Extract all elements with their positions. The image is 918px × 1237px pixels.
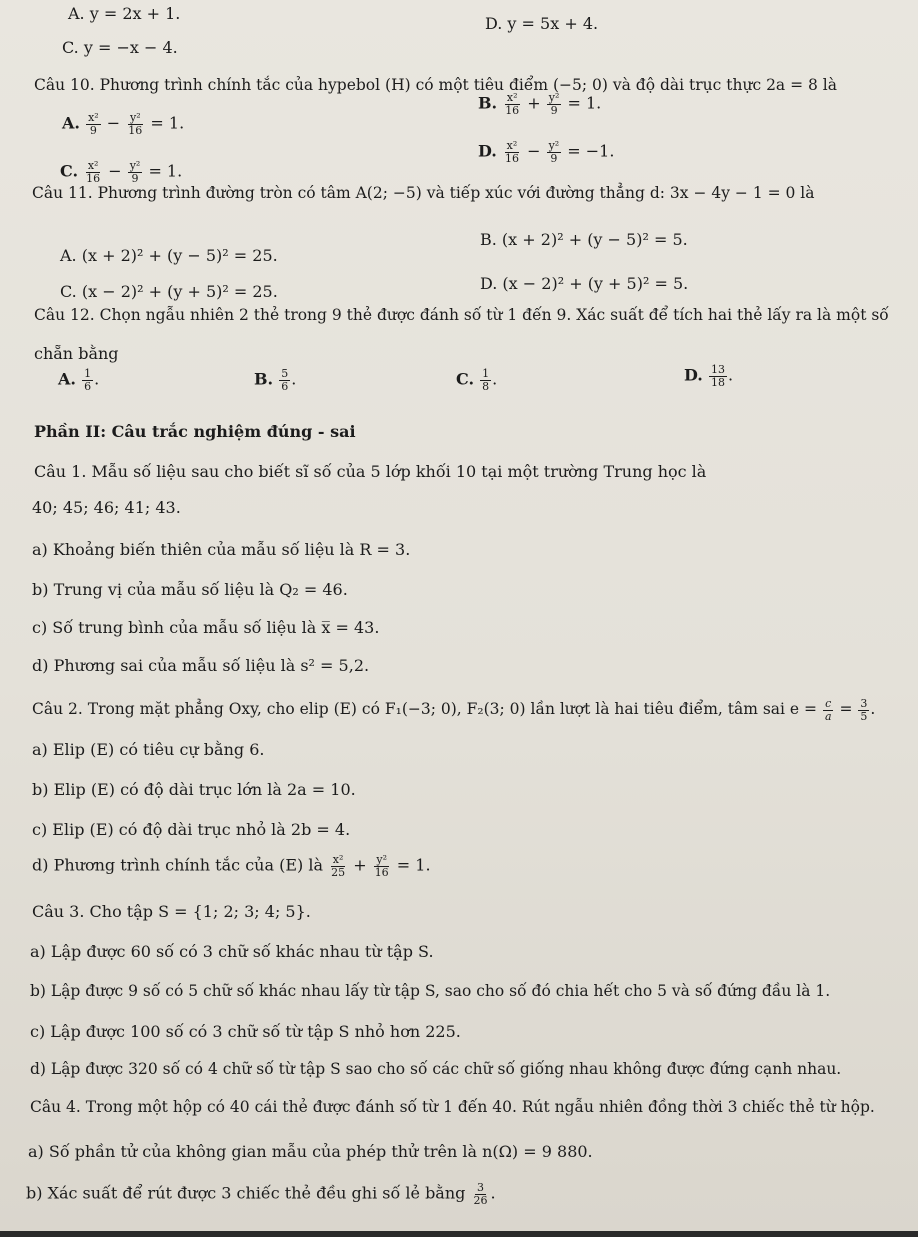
q12-option-c: C. $\frac{1}{8}$ . bbox=[456, 367, 498, 393]
p2-q3-a: a) Lập được 60 số có 3 chữ số khác nhau từ tập S. bbox=[30, 942, 434, 961]
p2-q3-c: c) Lập được 100 số có 3 chữ số từ tập S nhỏ hơn 225. bbox=[30, 1022, 461, 1041]
q10-option-c: C. $\frac{\text{x²}}{16}$ − $\frac{\text{y²}}{9}$ = 1. bbox=[60, 159, 183, 185]
p2-q2-a: a) Elip (E) có tiêu cự bằng 6. bbox=[32, 740, 265, 759]
p2-q1-a: a) Khoảng biến thiên của mẫu số liệu là R = 3. bbox=[32, 540, 411, 559]
p2-q4-stem: Câu 4. Trong một hộp có 40 cái thẻ được đánh số từ 1 đến 40. Rút ngẫu nhiên đồng thời 3 chiếc thẻ từ hộp. bbox=[30, 1098, 875, 1116]
bottom-edge-shadow bbox=[0, 1231, 918, 1237]
q10-option-a: A. $\frac{\text{x²}}{9}$ − $\frac{\text{y²}}{16}$ = 1. bbox=[62, 111, 185, 137]
q12-option-b: B. $\frac{5}{6}$ . bbox=[254, 367, 297, 393]
p2-q2-stem: Câu 2. Trong mặt phẳng Oxy, cho elip (E) có F₁(−3; 0), F₂(3; 0) lần lượt là hai tiêu điểm, tâm sai e = $\frac{c}{a}$ = $\frac{3}{5}$ . bbox=[32, 697, 876, 723]
q12-stem-line1: Câu 12. Chọn ngẫu nhiên 2 thẻ trong 9 thẻ được đánh số từ 1 đến 9. Xác suất để tích hai thẻ lấy ra là một số bbox=[34, 306, 889, 324]
q10-option-b: B. $\frac{\text{x²}}{16}$ + $\frac{\text{y²}}{9}$ = 1. bbox=[478, 91, 602, 117]
p2-q3-b: b) Lập được 9 số có 5 chữ số khác nhau lấy từ tập S, sao cho số đó chia hết cho 5 và số đứng đầu là 1. bbox=[30, 982, 831, 1000]
p2-q2-c: c) Elip (E) có độ dài trục nhỏ là 2b = 4. bbox=[32, 820, 351, 839]
q10-option-d: D. $\frac{\text{x²}}{16}$ − $\frac{\text{y²}}{9}$ = −1. bbox=[478, 139, 615, 165]
q11-option-b: B. (x + 2)² + (y − 5)² = 5. bbox=[480, 230, 688, 249]
p2-q4-a: a) Số phần tử của không gian mẫu của phép thử trên là n(Ω) = 9 880. bbox=[28, 1142, 593, 1161]
q12-stem-line2: chẵn bằng bbox=[34, 344, 119, 363]
q11-stem: Câu 11. Phương trình đường tròn có tâm A(2; −5) và tiếp xúc với đường thẳng d: 3x − 4y − 1 = 0 là bbox=[32, 184, 815, 202]
q9-option-a: A. y = 2x + 1. bbox=[68, 4, 181, 23]
p2-q1-d: d) Phương sai của mẫu số liệu là s² = 5,2. bbox=[32, 656, 370, 675]
part2-heading: Phần II: Câu trắc nghiệm đúng - sai bbox=[34, 422, 356, 441]
p2-q3-stem: Câu 3. Cho tập S = {1; 2; 3; 4; 5}. bbox=[32, 902, 311, 921]
p2-q4-b: b) Xác suất để rút được 3 chiếc thẻ đều ghi số lẻ bằng $\frac{3}{26}$ . bbox=[26, 1181, 496, 1207]
q9-option-c: C. y = −x − 4. bbox=[62, 38, 178, 57]
p2-q1-b: b) Trung vị của mẫu số liệu là Q₂ = 46. bbox=[32, 580, 348, 599]
p2-q1-c: c) Số trung bình của mẫu số liệu là x̅ = 43. bbox=[32, 618, 380, 637]
p2-q2-b: b) Elip (E) có độ dài trục lớn là 2a = 10. bbox=[32, 780, 356, 799]
q11-option-a: A. (x + 2)² + (y − 5)² = 25. bbox=[60, 246, 278, 265]
q11-option-d: D. (x − 2)² + (y + 5)² = 5. bbox=[480, 274, 689, 293]
q12-option-a: A. $\frac{1}{6}$ . bbox=[58, 367, 100, 393]
p2-q1-stem: Câu 1. Mẫu số liệu sau cho biết sĩ số của 5 lớp khối 10 tại một trường Trung học là bbox=[34, 462, 707, 481]
q12-option-d: D. $\frac{13}{18}$ . bbox=[684, 363, 734, 389]
p2-q3-d: d) Lập được 320 số có 4 chữ số từ tập S sao cho số các chữ số giống nhau không được đứng cạnh nhau. bbox=[30, 1060, 842, 1078]
p2-q2-d: d) Phương trình chính tắc của (E) là $\frac{\text{x²}}{25}$ + $\frac{\text{y²}}{16}$ = 1. bbox=[32, 853, 431, 879]
q9-option-d: D. y = 5x + 4. bbox=[485, 14, 599, 33]
q10-stem: Câu 10. Phương trình chính tắc của hypebol (H) có một tiêu điểm (−5; 0) và độ dài trục thực 2a = 8 là bbox=[34, 76, 837, 94]
q11-option-c: C. (x − 2)² + (y + 5)² = 25. bbox=[60, 282, 278, 301]
p2-q1-data: 40; 45; 46; 41; 43. bbox=[32, 498, 181, 517]
